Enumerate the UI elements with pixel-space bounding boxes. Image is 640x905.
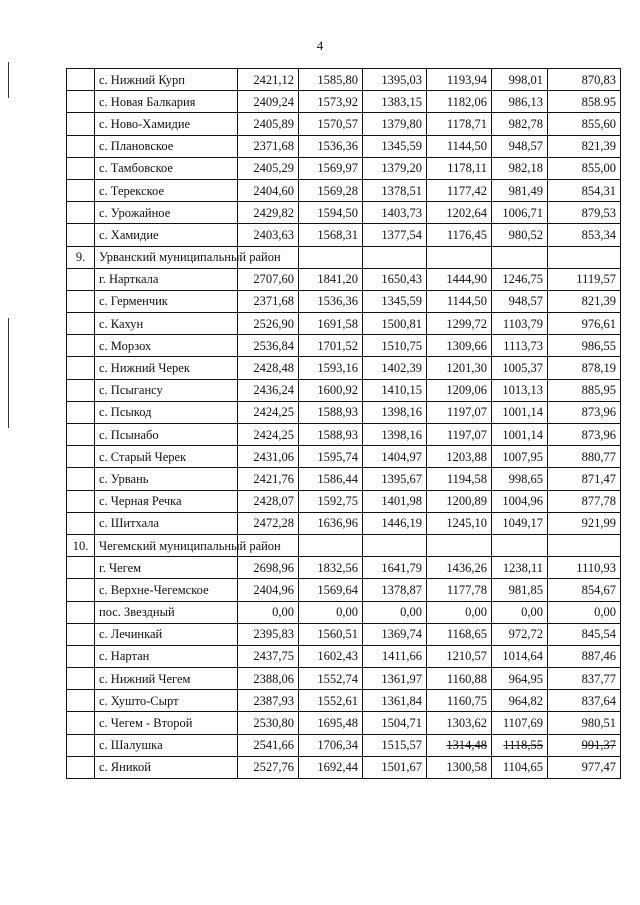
value-cell: 1309,66	[427, 335, 492, 357]
settlement-name: с. Урожайное	[95, 202, 238, 224]
empty-cell	[299, 534, 363, 556]
value-cell: 1410,15	[363, 379, 427, 401]
table-row	[67, 290, 621, 312]
settlement-name: с. Плановское	[95, 135, 238, 157]
row-number-cell	[67, 290, 95, 312]
value-cell: 845,54	[548, 623, 621, 645]
table-row	[67, 113, 621, 135]
value-cell: 1345,59	[363, 135, 427, 157]
value-cell: 1436,26	[427, 557, 492, 579]
page-number: 4	[316, 38, 324, 53]
district-row	[67, 246, 621, 268]
value-cell: 1197,07	[427, 424, 492, 446]
value-cell: 2405,89	[238, 113, 299, 135]
value-cell: 977,47	[548, 756, 621, 778]
value-cell: 1197,07	[427, 401, 492, 423]
value-cell: 986,55	[548, 335, 621, 357]
row-number-cell	[67, 601, 95, 623]
value-cell: 1569,28	[299, 179, 363, 201]
table-row	[67, 645, 621, 667]
value-cell: 1104,65	[492, 756, 548, 778]
settlement-name: с. Нижний Курп	[95, 69, 238, 91]
value-cell: 1593,16	[299, 357, 363, 379]
value-cell: 2388,06	[238, 668, 299, 690]
row-number-cell	[67, 645, 95, 667]
value-cell: 1203,88	[427, 446, 492, 468]
value-cell: 1568,31	[299, 224, 363, 246]
value-cell: 980,51	[548, 712, 621, 734]
row-number-cell	[67, 557, 95, 579]
value-cell: 1395,03	[363, 69, 427, 91]
value-cell: 981,49	[492, 179, 548, 201]
value-cell: 1602,43	[299, 645, 363, 667]
row-number-cell	[67, 335, 95, 357]
settlement-name: с. Нартан	[95, 645, 238, 667]
value-cell: 948,57	[492, 290, 548, 312]
table-row	[67, 756, 621, 778]
value-cell: 1398,16	[363, 424, 427, 446]
row-number-cell	[67, 157, 95, 179]
settlement-name: с. Герменчик	[95, 290, 238, 312]
value-cell: 1588,93	[299, 401, 363, 423]
settlement-name: с. Лечинкай	[95, 623, 238, 645]
row-number-cell	[67, 379, 95, 401]
value-cell: 1510,75	[363, 335, 427, 357]
settlement-name: с. Терекское	[95, 179, 238, 201]
value-cell: 1246,75	[492, 268, 548, 290]
value-cell: 1695,48	[299, 712, 363, 734]
settlement-name: с. Шалушка	[95, 734, 238, 756]
row-number-cell	[67, 424, 95, 446]
table-row	[67, 91, 621, 113]
district-name: Чегемский муниципальный район	[95, 534, 238, 556]
value-cell: 1201,30	[427, 357, 492, 379]
table-row	[67, 179, 621, 201]
value-cell: 986,13	[492, 91, 548, 113]
value-cell: 879,53	[548, 202, 621, 224]
row-number-cell	[67, 579, 95, 601]
settlement-name: с. Шитхала	[95, 512, 238, 534]
value-cell: 1586,44	[299, 468, 363, 490]
value-cell: 1594,50	[299, 202, 363, 224]
value-cell: 1600,92	[299, 379, 363, 401]
value-cell: 0,00	[299, 601, 363, 623]
empty-cell	[363, 246, 427, 268]
value-cell: 1113,73	[492, 335, 548, 357]
value-cell: 1245,10	[427, 512, 492, 534]
value-cell: 2428,48	[238, 357, 299, 379]
table-row	[67, 268, 621, 290]
table-row	[67, 446, 621, 468]
value-cell: 2421,12	[238, 69, 299, 91]
row-number-cell	[67, 91, 95, 113]
value-cell: 1001,14	[492, 401, 548, 423]
value-cell: 998,65	[492, 468, 548, 490]
settlement-name: г. Чегем	[95, 557, 238, 579]
table-row	[67, 557, 621, 579]
value-cell: 998,01	[492, 69, 548, 91]
row-number-cell	[67, 756, 95, 778]
settlement-name: с. Кахун	[95, 313, 238, 335]
settlement-name: с. Черная Речка	[95, 490, 238, 512]
value-cell: 2404,60	[238, 179, 299, 201]
value-cell: 2421,76	[238, 468, 299, 490]
table-row	[67, 668, 621, 690]
value-cell: 858.95	[548, 91, 621, 113]
value-cell: 1444,90	[427, 268, 492, 290]
value-cell: 887,46	[548, 645, 621, 667]
value-cell: 1573,92	[299, 91, 363, 113]
value-cell: 1007,95	[492, 446, 548, 468]
table-row	[67, 601, 621, 623]
value-cell: 1176,45	[427, 224, 492, 246]
row-number-cell	[67, 734, 95, 756]
value-cell: 1692,44	[299, 756, 363, 778]
margin-binding-mark	[8, 62, 9, 98]
value-cell: 2371,68	[238, 135, 299, 157]
value-cell: 1446,19	[363, 512, 427, 534]
value-cell: 1005,37	[492, 357, 548, 379]
table-row	[67, 690, 621, 712]
row-number-cell	[67, 313, 95, 335]
value-cell: 1377,54	[363, 224, 427, 246]
value-cell: 1004,96	[492, 490, 548, 512]
value-cell: 981,85	[492, 579, 548, 601]
settlement-name: с. Тамбовское	[95, 157, 238, 179]
value-cell: 980,52	[492, 224, 548, 246]
value-cell: 877,78	[548, 490, 621, 512]
value-cell: 2530,80	[238, 712, 299, 734]
value-cell: 2526,90	[238, 313, 299, 335]
value-cell: 1345,59	[363, 290, 427, 312]
settlement-name: с. Псынабо	[95, 424, 238, 446]
value-cell: 1403,73	[363, 202, 427, 224]
value-cell: 1177,42	[427, 179, 492, 201]
value-cell: 880,77	[548, 446, 621, 468]
row-number-cell	[67, 690, 95, 712]
empty-cell	[299, 246, 363, 268]
value-cell: 2436,24	[238, 379, 299, 401]
value-cell: 976,61	[548, 313, 621, 335]
value-cell: 870,83	[548, 69, 621, 91]
value-cell: 821,39	[548, 135, 621, 157]
value-cell: 2472,28	[238, 512, 299, 534]
value-cell: 1378,87	[363, 579, 427, 601]
table-row	[67, 357, 621, 379]
value-cell: 1404,97	[363, 446, 427, 468]
district-row	[67, 534, 621, 556]
value-cell: 2404,96	[238, 579, 299, 601]
value-cell: 1144,50	[427, 135, 492, 157]
table-row	[67, 313, 621, 335]
settlement-name: с. Новая Балкария	[95, 91, 238, 113]
value-cell: 982,18	[492, 157, 548, 179]
value-cell: 1569,97	[299, 157, 363, 179]
value-cell: 1569,64	[299, 579, 363, 601]
row-number-cell	[67, 224, 95, 246]
value-cell: 1314,48	[427, 734, 492, 756]
empty-cell	[548, 246, 621, 268]
value-cell: 2409,24	[238, 91, 299, 113]
table-row	[67, 401, 621, 423]
settlement-name: с. Яникой	[95, 756, 238, 778]
value-cell: 2437,75	[238, 645, 299, 667]
value-cell: 2527,76	[238, 756, 299, 778]
value-cell: 1118,55	[492, 734, 548, 756]
value-cell: 1592,75	[299, 490, 363, 512]
value-cell: 1504,71	[363, 712, 427, 734]
value-cell: 1001,14	[492, 424, 548, 446]
table-row	[67, 424, 621, 446]
value-cell: 1401,98	[363, 490, 427, 512]
value-cell: 1411,66	[363, 645, 427, 667]
value-cell: 1177,78	[427, 579, 492, 601]
value-cell: 821,39	[548, 290, 621, 312]
table-row	[67, 157, 621, 179]
empty-cell	[427, 246, 492, 268]
value-cell: 1202,64	[427, 202, 492, 224]
value-cell: 1832,56	[299, 557, 363, 579]
row-number-cell	[67, 446, 95, 468]
value-cell: 1570,57	[299, 113, 363, 135]
table-row	[67, 224, 621, 246]
table-row	[67, 379, 621, 401]
value-cell: 1178,11	[427, 157, 492, 179]
value-cell: 1361,84	[363, 690, 427, 712]
value-cell: 2405,29	[238, 157, 299, 179]
value-cell: 972,72	[492, 623, 548, 645]
district-number: 9.	[67, 246, 95, 268]
value-cell: 0,00	[363, 601, 427, 623]
value-cell: 1144,50	[427, 290, 492, 312]
value-cell: 1238,11	[492, 557, 548, 579]
value-cell: 1119,57	[548, 268, 621, 290]
settlement-name: с. Ново-Хамидие	[95, 113, 238, 135]
value-cell: 1210,57	[427, 645, 492, 667]
value-cell: 1641,79	[363, 557, 427, 579]
value-cell: 2424,25	[238, 401, 299, 423]
row-number-cell	[67, 135, 95, 157]
value-cell: 1595,74	[299, 446, 363, 468]
value-cell: 1515,57	[363, 734, 427, 756]
value-cell: 1585,80	[299, 69, 363, 91]
table-row	[67, 202, 621, 224]
value-cell: 878,19	[548, 357, 621, 379]
value-cell: 1110,93	[548, 557, 621, 579]
value-cell: 837,64	[548, 690, 621, 712]
table-row	[67, 734, 621, 756]
value-cell: 1369,74	[363, 623, 427, 645]
value-cell: 1536,36	[299, 135, 363, 157]
value-cell: 837,77	[548, 668, 621, 690]
row-number-cell	[67, 357, 95, 379]
empty-cell	[492, 246, 548, 268]
district-name: Урванский муниципальный район	[95, 246, 238, 268]
value-cell: 855,00	[548, 157, 621, 179]
value-cell: 2541,66	[238, 734, 299, 756]
value-cell: 1107,69	[492, 712, 548, 734]
value-cell: 1200,89	[427, 490, 492, 512]
row-number-cell	[67, 490, 95, 512]
value-cell: 1303,62	[427, 712, 492, 734]
value-cell: 2707,60	[238, 268, 299, 290]
value-cell: 2371,68	[238, 290, 299, 312]
settlement-name: с. Псыкод	[95, 401, 238, 423]
row-number-cell	[67, 623, 95, 645]
value-cell: 873,96	[548, 401, 621, 423]
table-row	[67, 490, 621, 512]
value-cell: 2429,82	[238, 202, 299, 224]
table-row	[67, 623, 621, 645]
value-cell: 1160,75	[427, 690, 492, 712]
value-cell: 0,00	[427, 601, 492, 623]
empty-cell	[363, 534, 427, 556]
table-body	[67, 69, 621, 779]
value-cell: 1300,58	[427, 756, 492, 778]
settlement-name: с. Хушто-Сырт	[95, 690, 238, 712]
row-number-cell	[67, 668, 95, 690]
table-row	[67, 69, 621, 91]
settlement-name: с. Чегем - Второй	[95, 712, 238, 734]
table-row	[67, 512, 621, 534]
row-number-cell	[67, 202, 95, 224]
value-cell: 1691,58	[299, 313, 363, 335]
value-cell: 1103,79	[492, 313, 548, 335]
value-cell: 0,00	[548, 601, 621, 623]
value-cell: 2536,84	[238, 335, 299, 357]
settlement-name: с. Урвань	[95, 468, 238, 490]
table-row	[67, 579, 621, 601]
value-cell: 1841,20	[299, 268, 363, 290]
margin-binding-mark	[8, 318, 9, 428]
value-cell: 1636,96	[299, 512, 363, 534]
value-cell: 1194,58	[427, 468, 492, 490]
value-cell: 1160,88	[427, 668, 492, 690]
value-cell: 1536,36	[299, 290, 363, 312]
table-row	[67, 712, 621, 734]
settlement-name: с. Нижний Черек	[95, 357, 238, 379]
row-number-cell	[67, 179, 95, 201]
value-cell: 982,78	[492, 113, 548, 135]
value-cell: 1560,51	[299, 623, 363, 645]
value-cell: 0,00	[492, 601, 548, 623]
row-number-cell	[67, 113, 95, 135]
settlement-name: с. Старый Черек	[95, 446, 238, 468]
value-cell: 1501,67	[363, 756, 427, 778]
value-cell: 1588,93	[299, 424, 363, 446]
value-cell: 964,82	[492, 690, 548, 712]
value-cell: 885,95	[548, 379, 621, 401]
value-cell: 853,34	[548, 224, 621, 246]
value-cell: 1361,97	[363, 668, 427, 690]
value-cell: 1209,06	[427, 379, 492, 401]
value-cell: 2431,06	[238, 446, 299, 468]
value-cell: 1379,80	[363, 113, 427, 135]
value-cell: 2403,63	[238, 224, 299, 246]
settlement-name: с. Хамидие	[95, 224, 238, 246]
value-cell: 1379,20	[363, 157, 427, 179]
value-cell: 2698,96	[238, 557, 299, 579]
value-cell: 873,96	[548, 424, 621, 446]
settlement-name: г. Нарткала	[95, 268, 238, 290]
settlement-name: с. Верхне-Чегемское	[95, 579, 238, 601]
value-cell: 1006,71	[492, 202, 548, 224]
value-cell: 1049,17	[492, 512, 548, 534]
value-cell: 1706,34	[299, 734, 363, 756]
value-cell: 2387,93	[238, 690, 299, 712]
row-number-cell	[67, 468, 95, 490]
value-cell: 2424,25	[238, 424, 299, 446]
value-cell: 1299,72	[427, 313, 492, 335]
value-cell: 1398,16	[363, 401, 427, 423]
value-cell: 1168,65	[427, 623, 492, 645]
table-row	[67, 468, 621, 490]
row-number-cell	[67, 268, 95, 290]
row-number-cell	[67, 512, 95, 534]
value-cell: 1650,43	[363, 268, 427, 290]
value-cell: 854,67	[548, 579, 621, 601]
value-cell: 1500,81	[363, 313, 427, 335]
table-row	[67, 135, 621, 157]
table-row	[67, 335, 621, 357]
value-cell: 1383,15	[363, 91, 427, 113]
empty-cell	[548, 534, 621, 556]
value-cell: 2395,83	[238, 623, 299, 645]
district-number: 10.	[67, 534, 95, 556]
value-cell: 2428,07	[238, 490, 299, 512]
row-number-cell	[67, 712, 95, 734]
empty-cell	[427, 534, 492, 556]
settlement-name: с. Морзох	[95, 335, 238, 357]
value-cell: 0,00	[238, 601, 299, 623]
value-cell: 1013,13	[492, 379, 548, 401]
value-cell: 921,99	[548, 512, 621, 534]
value-cell: 1014,64	[492, 645, 548, 667]
tariff-table	[66, 68, 621, 779]
value-cell: 854,31	[548, 179, 621, 201]
empty-cell	[492, 534, 548, 556]
value-cell: 1552,74	[299, 668, 363, 690]
value-cell: 1182,06	[427, 91, 492, 113]
value-cell: 1402,39	[363, 357, 427, 379]
value-cell: 871,47	[548, 468, 621, 490]
value-cell: 964,95	[492, 668, 548, 690]
value-cell: 1552,61	[299, 690, 363, 712]
row-number-cell	[67, 401, 95, 423]
value-cell: 1178,71	[427, 113, 492, 135]
value-cell: 948,57	[492, 135, 548, 157]
value-cell: 1193,94	[427, 69, 492, 91]
settlement-name: пос. Звездный	[95, 601, 238, 623]
value-cell: 1701,52	[299, 335, 363, 357]
value-cell: 1378,51	[363, 179, 427, 201]
settlement-name: с. Псыгансу	[95, 379, 238, 401]
settlement-name: с. Нижний Чегем	[95, 668, 238, 690]
value-cell: 855,60	[548, 113, 621, 135]
value-cell: 1395,67	[363, 468, 427, 490]
value-cell: 991,37	[548, 734, 621, 756]
row-number-cell	[67, 69, 95, 91]
